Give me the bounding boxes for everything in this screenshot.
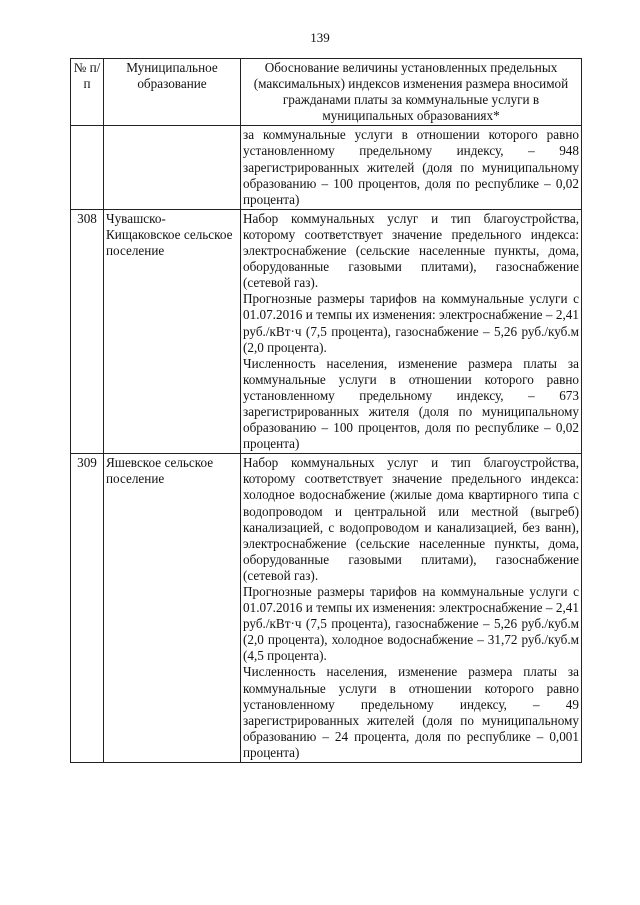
page-number: 139: [310, 30, 330, 45]
table-header-row: [71, 59, 582, 126]
justification-paragraph: за коммунальные услуги в отношении которого равно установленному предельному индексу, – 948 зарегистрированных жителей (доля по муниципальному образованию – 100 процентов, доля по республике – 0,02 процента): [243, 127, 579, 207]
row-municipality: [104, 126, 241, 209]
row-number: [71, 126, 104, 209]
justification-paragraph: Набор коммунальных услуг и тип благоустройства, которому соответствует значение предельного индекса: холодное водоснабжение (жилые дома квартирного типа с водопроводом и центральной или местной (выгреб) канализацией, с водопроводом и канализацией, без ванн), электроснабжение (сельские населенные пункты, дома, оборудованные газовыми плитами), газоснабжение (сетевой газ).: [243, 455, 579, 583]
row-justification: [241, 209, 582, 453]
row-number: 309: [71, 454, 104, 763]
justification-paragraph: Численность населения, изменение размера платы за коммунальные услуги в отношении которого равно установленному предельному индексу, – 49 зарегистрированных жителей (доля по муниципальному образованию – 24 процента, доля по республике – 0,001 процента): [243, 664, 579, 760]
row-municipality: Чувашско-Кищаковское сельское поселение: [104, 209, 241, 453]
justification-paragraph: Численность населения, изменение размера платы за коммунальные услуги в отношении которого равно установленному предельному индексу, – 673 зарегистрированных жителя (доля по муниципальному образованию – 100 процентов, доля по республике – 0,02 процента): [243, 355, 579, 452]
header-municipality: Муниципальное образование: [104, 59, 241, 126]
justification-paragraph: Прогнозные размеры тарифов на коммунальные услуги с 01.07.2016 и темпы их изменения: электроснабжение – 2,41 руб./кВт·ч (7,5 процента), газоснабжение – 5,26 руб./куб.м (2,0 процента).: [243, 291, 579, 355]
row-justification: [241, 126, 582, 209]
row-number: 308: [71, 209, 104, 453]
header-number: № п/п: [71, 59, 104, 126]
table-row: [71, 454, 582, 763]
row-municipality: Яшевское сельское поселение: [104, 454, 241, 763]
row-justification: [241, 454, 582, 763]
justification-paragraph: Прогнозные размеры тарифов на коммунальные услуги с 01.07.2016 и темпы их изменения: электроснабжение – 2,41 руб./кВт·ч (7,5 процента), газоснабжение – 5,26 руб./куб.м (2,0 процента), холодное водоснабжение – 31,72 руб./куб.м (4,5 процента).: [243, 584, 579, 664]
header-justification: Обоснование величины установленных предельных (максимальных) индексов изменения размера вносимой гражданами платы за коммунальные услуги в муниципальных образованиях*: [241, 59, 582, 126]
justification-paragraph: Набор коммунальных услуг и тип благоустройства, которому соответствует значение предельного индекса: электроснабжение (сельские населенные пункты, дома, оборудованные газовыми плитами), газоснабжение (сетевой газ).: [243, 210, 579, 291]
municipal-index-table: [70, 58, 582, 763]
table-row: [71, 209, 582, 453]
table-row: [71, 126, 582, 209]
